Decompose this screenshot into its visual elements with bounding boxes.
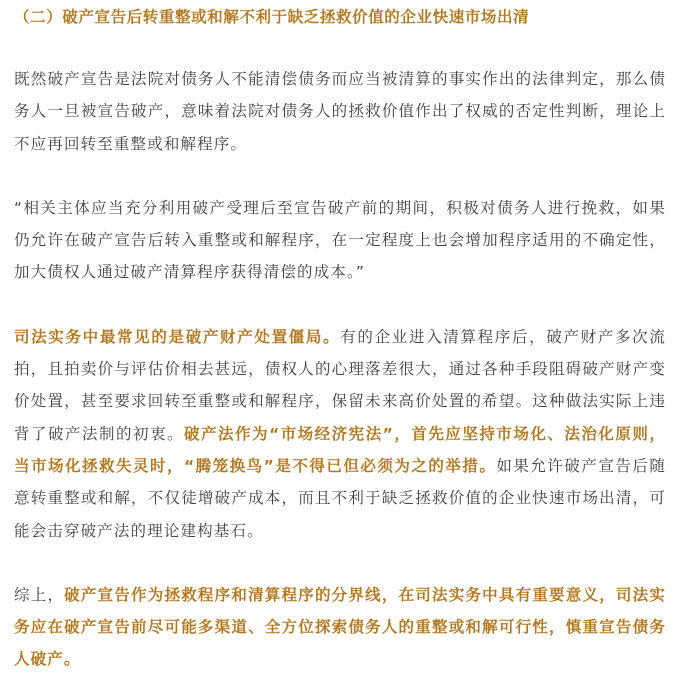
highlight-summary: 破产宣告作为拯救程序和清算程序的分界线，在司法实务中具有重要意义，司法实务应在破产宣告前尽可能多渠道、全方位探索债务人的重整或和解可行性，慎重宣告债务人破产。 <box>14 585 667 669</box>
text-conclusion-risk: 如果允许破产宣告后随意转重整或和解，不仅徒增破产成本，而且不利于缺乏拯救价值的企业快速市场出清，可能会击穿破产法的理论建构基石。 <box>14 456 666 540</box>
paragraph-summary <box>14 579 666 676</box>
text-auction-failure: 有的企业进入清算程序后，破产财产多次流拍，且拍卖价与评估价相去甚远，债权人的心理落差很大，通过各种手段阻碍破产财产变价处置，甚至要求回转至重整或和解程序，保留未来高价处置的希望。这种做法实际上违背了破产法制的初衷。 <box>14 327 666 443</box>
highlight-market-principle: 破产法作为“市场经济宪法”，首先应坚持市场化、法治化原则，当市场化拯救失灵时，“腾笼换鸟”是不得已但必须为之的举措。 <box>14 424 666 475</box>
paragraph-quotation: “相关主体应当充分利用破产受理后至宣告破产前的期间，积极对债务人进行挽救，如果仍允许在破产宣告后转入重整或和解程序，在一定程度上也会增加程序适用的不确定性，加大债权人通过破产清算程序获得清偿的成本。” <box>14 198 666 282</box>
section-heading: （二）破产宣告后转重整或和解不利于缺乏拯救价值的企业快速市场出清 <box>14 8 530 26</box>
paragraph-judicial-practice <box>14 321 666 547</box>
highlight-disposal-deadlock: 司法实务中最常见的是破产财产处置僵局。 <box>14 327 341 346</box>
text-summary-lead: 综上， <box>14 585 65 604</box>
paragraph-legal-judgment: 既然破产宣告是法院对债务人不能清偿债务而应当被清算的事实作出的法律判定，那么债务人一旦被宣告破产，意味着法院对债务人的拯救价值作出了权威的否定性判断，理论上不应再回转至重整或和解程序。 <box>14 70 666 153</box>
